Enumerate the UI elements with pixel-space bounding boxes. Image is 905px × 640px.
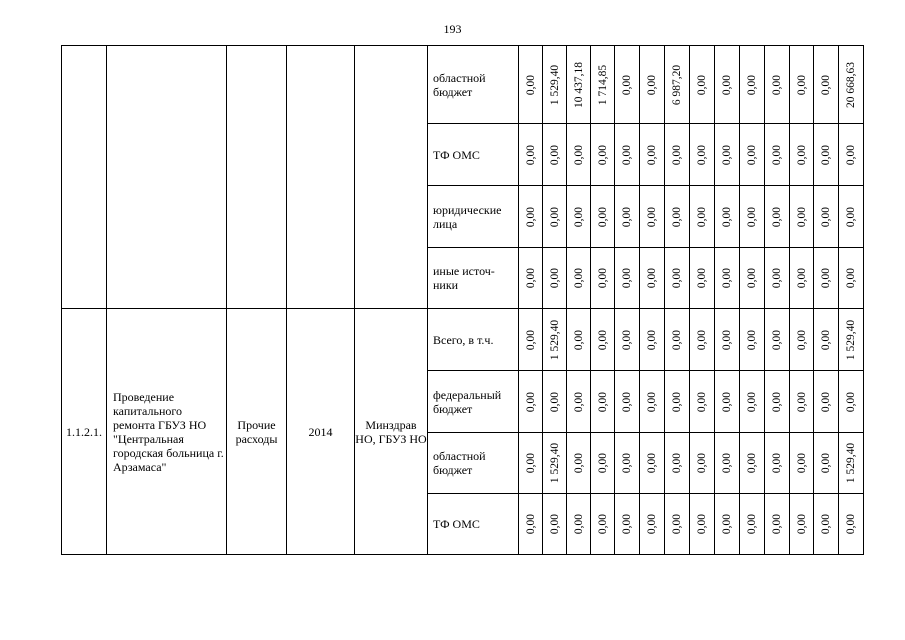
value-cell	[814, 494, 839, 555]
value-text: 0,00	[596, 144, 609, 165]
value-cell	[740, 124, 765, 186]
value-cell	[839, 309, 864, 371]
empty-merged-cell	[355, 46, 428, 309]
value-cell	[615, 371, 640, 433]
value-text: 0,00	[646, 452, 658, 474]
value-text: 0,00	[721, 74, 733, 95]
value-text: 0,00	[572, 206, 585, 227]
value-text: 0,00	[696, 144, 708, 165]
value-cell	[591, 248, 615, 309]
value-text: 0,00	[845, 513, 857, 535]
funding-source: юридические лица	[428, 186, 519, 248]
value-cell	[567, 371, 591, 433]
value-text: 0,00	[771, 74, 783, 95]
funding-source: ТФ ОМС	[428, 494, 519, 555]
value-cell	[567, 46, 591, 124]
value-cell	[543, 248, 567, 309]
funding-source: иные источ-ники	[428, 248, 519, 309]
value-text: 0,00	[596, 452, 609, 474]
funding-source: федеральный бюджет	[428, 371, 519, 433]
item-name: Проведение капитального ремонта ГБУЗ НО "Центральная городская больница г. Арзамаса"	[107, 309, 227, 555]
value-text: 0,00	[696, 74, 708, 95]
value-text: 0,00	[596, 267, 609, 289]
value-text: 0,00	[524, 267, 537, 289]
value-cell	[839, 46, 864, 124]
value-cell	[519, 248, 543, 309]
value-cell	[567, 309, 591, 371]
value-text: 0,00	[596, 513, 609, 535]
value-text: 0,00	[572, 267, 585, 289]
value-cell	[740, 186, 765, 248]
value-cell	[543, 309, 567, 371]
value-text: 20 668,63	[845, 61, 857, 108]
value-cell	[715, 309, 740, 371]
value-text: 0,00	[671, 329, 683, 350]
value-text: 0,00	[671, 206, 683, 227]
value-cell	[665, 309, 690, 371]
value-text: 0,00	[524, 74, 537, 95]
value-cell	[640, 46, 665, 124]
value-text: 0,00	[746, 267, 758, 289]
value-cell	[690, 124, 715, 186]
value-text: 0,00	[646, 391, 658, 412]
value-cell	[519, 433, 543, 494]
value-cell	[814, 433, 839, 494]
value-cell	[591, 494, 615, 555]
value-cell	[665, 248, 690, 309]
value-text: 0,00	[621, 452, 633, 474]
value-text: 0,00	[524, 329, 537, 350]
value-text: 0,00	[572, 513, 585, 535]
value-cell	[765, 124, 790, 186]
value-text: 0,00	[548, 267, 561, 289]
value-text: 0,00	[621, 74, 633, 95]
value-text: 0,00	[646, 206, 658, 227]
value-text: 1 529,40	[845, 442, 857, 484]
table-row	[62, 46, 864, 124]
value-text: 0,00	[548, 391, 561, 412]
value-cell	[839, 124, 864, 186]
value-cell	[740, 494, 765, 555]
value-text: 0,00	[746, 513, 758, 535]
value-cell	[690, 433, 715, 494]
value-text: 0,00	[721, 513, 733, 535]
value-cell	[839, 248, 864, 309]
value-cell	[543, 186, 567, 248]
value-text: 0,00	[845, 206, 857, 227]
value-cell	[690, 248, 715, 309]
value-text: 0,00	[646, 267, 658, 289]
value-cell	[740, 309, 765, 371]
value-text: 0,00	[795, 391, 808, 412]
value-cell	[765, 371, 790, 433]
value-cell	[519, 46, 543, 124]
value-cell	[615, 494, 640, 555]
value-cell	[839, 371, 864, 433]
value-text: 0,00	[721, 391, 733, 412]
value-cell	[567, 494, 591, 555]
value-text: 0,00	[721, 329, 733, 350]
value-text: 1 529,40	[548, 64, 561, 105]
value-text: 10 437,18	[572, 61, 585, 108]
value-cell	[591, 309, 615, 371]
value-cell	[690, 186, 715, 248]
value-cell	[790, 371, 814, 433]
funding-table	[61, 45, 864, 555]
funding-source: Всего, в т.ч.	[428, 309, 519, 371]
value-text: 0,00	[696, 452, 708, 474]
value-text: 0,00	[696, 513, 708, 535]
value-text: 0,00	[524, 452, 537, 474]
table-body	[62, 46, 864, 555]
value-text: 0,00	[795, 513, 808, 535]
value-text: 0,00	[771, 267, 783, 289]
value-cell	[814, 124, 839, 186]
value-cell	[640, 371, 665, 433]
value-text: 0,00	[820, 206, 832, 227]
value-cell	[790, 124, 814, 186]
value-cell	[740, 46, 765, 124]
value-cell	[740, 371, 765, 433]
value-text: 0,00	[572, 391, 585, 412]
value-text: 0,00	[646, 329, 658, 350]
value-text: 0,00	[572, 329, 585, 350]
empty-merged-cell	[287, 46, 355, 309]
value-cell	[567, 248, 591, 309]
value-text: 0,00	[596, 391, 609, 412]
value-cell	[690, 309, 715, 371]
value-cell	[543, 124, 567, 186]
page-number: 193	[443, 22, 462, 36]
value-cell	[690, 371, 715, 433]
value-cell	[814, 309, 839, 371]
value-cell	[543, 433, 567, 494]
value-cell	[519, 371, 543, 433]
value-text: 0,00	[795, 267, 808, 289]
value-text: 0,00	[721, 144, 733, 165]
value-cell	[765, 494, 790, 555]
value-text: 0,00	[696, 206, 708, 227]
expense-type: Прочие расходы	[227, 309, 287, 555]
value-text: 0,00	[721, 267, 733, 289]
value-text: 0,00	[671, 391, 683, 412]
value-text: 0,00	[820, 391, 832, 412]
value-cell	[814, 46, 839, 124]
value-cell	[615, 309, 640, 371]
value-cell	[519, 494, 543, 555]
value-text: 0,00	[524, 144, 537, 165]
value-text: 0,00	[795, 452, 808, 474]
value-text: 0,00	[621, 391, 633, 412]
value-cell	[814, 248, 839, 309]
value-text: 0,00	[671, 144, 683, 165]
value-text: 0,00	[845, 267, 857, 289]
value-cell	[740, 248, 765, 309]
value-cell	[543, 494, 567, 555]
value-text: 0,00	[820, 513, 832, 535]
value-cell	[665, 124, 690, 186]
value-text: 0,00	[771, 206, 783, 227]
value-text: 0,00	[621, 329, 633, 350]
value-text: 0,00	[696, 391, 708, 412]
value-cell	[567, 124, 591, 186]
value-text: 0,00	[621, 206, 633, 227]
value-cell	[519, 186, 543, 248]
value-text: 0,00	[596, 206, 609, 227]
value-cell	[543, 46, 567, 124]
value-cell	[640, 309, 665, 371]
value-cell	[567, 186, 591, 248]
value-cell	[790, 186, 814, 248]
value-text: 0,00	[524, 206, 537, 227]
value-cell	[814, 371, 839, 433]
value-cell	[615, 248, 640, 309]
value-text: 0,00	[696, 329, 708, 350]
value-cell	[790, 309, 814, 371]
value-text: 0,00	[820, 144, 832, 165]
value-text: 0,00	[845, 391, 857, 412]
item-code: 1.1.2.1.	[62, 309, 107, 555]
value-cell	[591, 186, 615, 248]
value-cell	[591, 46, 615, 124]
value-text: 0,00	[795, 74, 808, 95]
value-text: 0,00	[621, 513, 633, 535]
value-text: 0,00	[771, 144, 783, 165]
value-cell	[665, 186, 690, 248]
value-text: 6 987,20	[671, 64, 683, 105]
value-text: 1 529,40	[548, 442, 561, 484]
value-cell	[715, 494, 740, 555]
value-cell	[690, 46, 715, 124]
value-cell	[715, 46, 740, 124]
value-text: 1 529,40	[845, 319, 857, 360]
value-text: 0,00	[621, 267, 633, 289]
value-text: 0,00	[820, 329, 832, 350]
value-text: 0,00	[795, 144, 808, 165]
value-cell	[591, 124, 615, 186]
value-text: 0,00	[795, 329, 808, 350]
value-cell	[591, 371, 615, 433]
funding-source: областной бюджет	[428, 46, 519, 124]
value-cell	[790, 433, 814, 494]
value-text: 0,00	[771, 329, 783, 350]
value-cell	[839, 433, 864, 494]
value-text: 0,00	[671, 452, 683, 474]
value-text: 0,00	[621, 144, 633, 165]
value-text: 0,00	[746, 391, 758, 412]
value-cell	[519, 309, 543, 371]
year: 2014	[287, 309, 355, 555]
value-cell	[665, 433, 690, 494]
value-cell	[665, 371, 690, 433]
value-text: 0,00	[596, 329, 609, 350]
value-text: 0,00	[671, 267, 683, 289]
value-cell	[640, 433, 665, 494]
value-text: 0,00	[646, 144, 658, 165]
value-cell	[715, 371, 740, 433]
value-cell	[715, 124, 740, 186]
empty-merged-cell	[62, 46, 107, 309]
value-cell	[765, 46, 790, 124]
value-cell	[640, 124, 665, 186]
value-text: 1 529,40	[548, 319, 561, 360]
value-text: 0,00	[524, 513, 537, 535]
value-text: 0,00	[524, 391, 537, 412]
value-text: 0,00	[746, 74, 758, 95]
value-text: 0,00	[771, 452, 783, 474]
value-text: 0,00	[771, 391, 783, 412]
funding-source: ТФ ОМС	[428, 124, 519, 186]
value-text: 0,00	[721, 206, 733, 227]
value-text: 0,00	[820, 74, 832, 95]
table-row	[62, 309, 864, 371]
value-cell	[765, 248, 790, 309]
value-cell	[715, 186, 740, 248]
value-cell	[790, 494, 814, 555]
value-cell	[591, 433, 615, 494]
empty-merged-cell	[227, 46, 287, 309]
value-text: 0,00	[746, 452, 758, 474]
value-text: 0,00	[572, 144, 585, 165]
value-text: 1 714,85	[596, 64, 609, 105]
value-text: 0,00	[548, 513, 561, 535]
value-text: 0,00	[671, 513, 683, 535]
value-text: 0,00	[820, 267, 832, 289]
value-cell	[640, 248, 665, 309]
value-cell	[790, 46, 814, 124]
value-text: 0,00	[795, 206, 808, 227]
value-cell	[543, 371, 567, 433]
value-text: 0,00	[696, 267, 708, 289]
value-cell	[615, 46, 640, 124]
value-cell	[665, 494, 690, 555]
value-cell	[640, 494, 665, 555]
value-text: 0,00	[820, 452, 832, 474]
value-cell	[715, 433, 740, 494]
value-text: 0,00	[746, 329, 758, 350]
value-text: 0,00	[646, 74, 658, 95]
funding-source: областной бюджет	[428, 433, 519, 494]
value-cell	[665, 46, 690, 124]
value-text: 0,00	[721, 452, 733, 474]
empty-merged-cell	[107, 46, 227, 309]
value-cell	[519, 124, 543, 186]
value-cell	[615, 124, 640, 186]
value-text: 0,00	[548, 206, 561, 227]
value-text: 0,00	[646, 513, 658, 535]
value-cell	[567, 433, 591, 494]
value-cell	[814, 186, 839, 248]
value-cell	[765, 186, 790, 248]
value-text: 0,00	[746, 206, 758, 227]
executor: Минздрав НО, ГБУЗ НО	[355, 309, 428, 555]
value-text: 0,00	[548, 144, 561, 165]
value-cell	[839, 494, 864, 555]
value-cell	[765, 309, 790, 371]
value-text: 0,00	[572, 452, 585, 474]
value-cell	[615, 186, 640, 248]
value-text: 0,00	[771, 513, 783, 535]
value-cell	[740, 433, 765, 494]
value-cell	[640, 186, 665, 248]
value-cell	[790, 248, 814, 309]
value-cell	[839, 186, 864, 248]
value-text: 0,00	[746, 144, 758, 165]
value-cell	[765, 433, 790, 494]
value-text: 0,00	[845, 144, 857, 165]
value-cell	[715, 248, 740, 309]
value-cell	[615, 433, 640, 494]
value-cell	[690, 494, 715, 555]
